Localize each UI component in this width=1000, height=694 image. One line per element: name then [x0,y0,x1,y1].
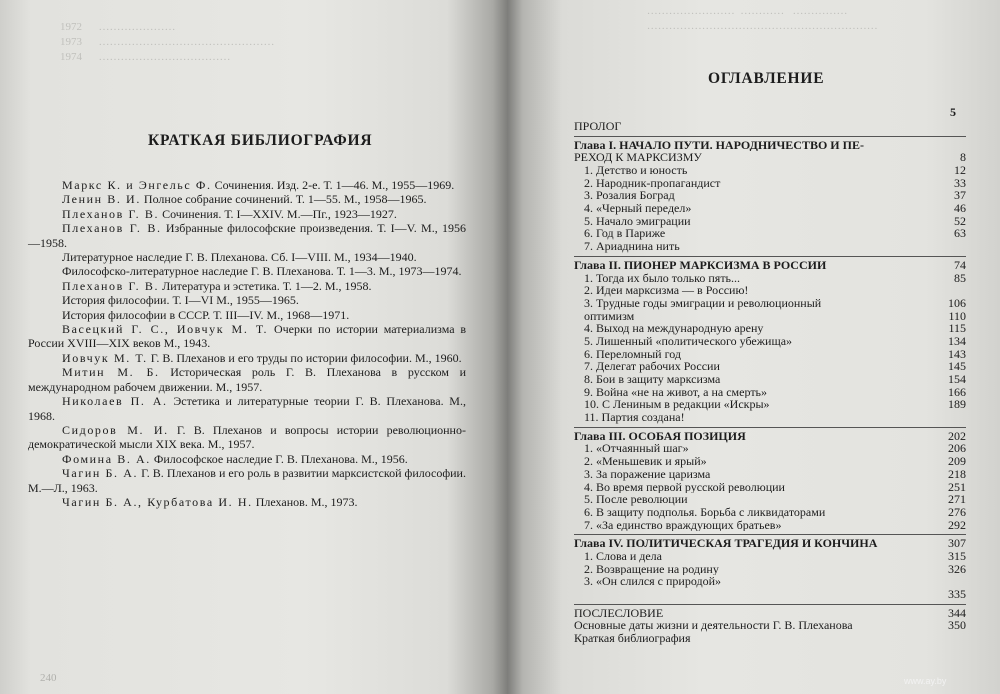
divider [574,534,966,535]
toc-chapter-row [574,430,966,443]
toc-entry-title: Основные даты жизни и деятельности Г. В. Плеханова [574,619,853,633]
bibliography-author: Сидоров М. И. [62,422,169,437]
toc-section-row [574,550,966,563]
bibliography-author: Васецкий Г. С., Иовчук М. Т. [62,322,269,337]
toc-section-row [574,575,966,588]
toc-entry-title: 6. Переломный год [584,347,681,361]
toc-entry-title: 1. «Отчаянный шаг» [584,442,689,456]
bibliography-entry [28,452,466,466]
toc-entry-title: 3. «Он слился с природой» [584,575,722,589]
bibliography-entry [28,221,466,250]
show-through-text: …………………… ………… …………… ……………………………………………………… [646,5,878,32]
toc-section-row [574,272,966,285]
bibliography-author: Чагин Б. А. [62,466,139,481]
toc-entry-title: Краткая библиография [574,632,691,645]
toc-page-number: 166 [948,384,966,399]
toc-section-row [574,481,966,494]
toc-page-number: 315 [948,548,966,563]
contents-title: ОГЛАВЛЕНИЕ [708,70,825,87]
toc-row [574,607,966,620]
toc-entry-title: 5. Лишенный «политического убежища» [584,334,793,348]
toc-section-row [574,493,966,506]
bibliography-author: Чагин Б. А., Курбатова И. Н. [62,494,253,509]
bibliography-text: Историческая роль Г. В. Плеханова в русском и международном рабочем движении. М., 1957. [28,365,466,394]
toc-page-number: 46 [954,201,966,216]
toc-entry-title: 7. Делегат рабочих России [584,360,720,374]
bibliography-entry [28,279,466,293]
bibliography-author: Фомина В. А. [62,451,151,466]
toc-page-number: 63 [954,226,966,241]
toc-page-number: 335 [948,587,966,602]
toc-entry-title: Глава II. ПИОНЕР МАРКСИЗМА В РОССИИ [574,258,827,272]
toc-section-row [574,386,966,399]
toc-page-number: 12 [954,163,966,178]
toc-section-row [574,348,966,361]
toc-entry-title: 9. Война «не на живот, а на смерть» [584,385,768,399]
bibliography-entry [28,293,466,307]
toc-entry-title: 6. Год в Париже [584,227,666,241]
table-of-contents [574,120,966,645]
bibliography-text: Сочинения. Изд. 2-е. Т. 1—46. М., 1955—1969. [211,178,455,192]
toc-entry-title: 7. Ариаднина нить [584,240,680,253]
bibliography-text: Г. В. Плеханов и его труды по истории философии. М., 1960. [147,350,462,365]
toc-chapter-row [574,259,966,272]
toc-entry-title: оптимизм [584,309,635,323]
toc-section-row [574,468,966,481]
toc-page-number: 206 [948,441,966,456]
bibliography-entry [28,394,466,423]
bibliography-entry [28,178,466,192]
toc-section-row [574,228,966,241]
bibliography-text: Сочинения. Т. I—XXIV. М.—Пг., 1923—1927. [159,206,397,221]
bibliography-entry [28,351,466,365]
bibliography-author: Митин М. Б. [62,365,160,380]
toc-page-number: 143 [948,346,966,361]
bibliography-text: Литература и эстетика. Т. 1—2. М., 1958. [159,278,372,293]
toc-section-row [574,335,966,348]
bibliography-author: Плеханов Г. В. [62,206,160,221]
watermark: www.ay.by [904,676,947,686]
bibliography-text: Философско-литературное наследие Г. В. Плеханова. Т. 1—3. М., 1973—1974. [62,264,462,279]
toc-entry-title: 8. Бои в защиту марксизма [584,373,721,386]
bibliography-entry [28,264,466,278]
toc-entry-title: 7. «За единство враждующих братьев» [584,518,782,532]
divider [574,427,966,428]
toc-section-row [574,373,966,386]
page-number: 240 [40,672,57,684]
bibliography-entry [28,365,466,394]
toc-page-number: 110 [948,308,966,323]
bibliography-entry [28,192,466,206]
toc-page-number: 154 [948,372,966,387]
bibliography-entry [28,495,466,509]
toc-section-row [574,519,966,532]
bibliography-author: Маркс К. и Энгельс Ф. [62,178,212,192]
toc-page-number: 134 [948,333,966,348]
toc-page-number: 307 [948,536,966,551]
toc-page-number: 276 [948,504,966,519]
toc-section-row [574,240,966,253]
bibliography-text: Литературное наследие Г. В. Плеханова. Сб. I—VIII. М., 1934—1940. [62,250,417,265]
bibliography-text: Философское наследие Г. В. Плеханова. М., 1956. [150,451,408,466]
toc-section-row [574,284,966,297]
toc-page-number: 218 [948,466,966,481]
bibliography-entry [28,250,466,264]
bibliography-entry [28,423,466,452]
toc-page-number: 350 [948,618,966,633]
toc-page-number: 33 [954,175,966,190]
toc-chapter-row [574,151,966,164]
bibliography-text: Полное собрание сочинений. Т. 1—55. М., 1958—1965. [140,192,427,207]
toc-page-number: 271 [948,492,966,507]
toc-row [574,619,966,632]
divider [574,136,966,137]
toc-entry-title: 3. За поражение царизма [584,467,711,481]
toc-entry-title: 4. Во время первой русской революции [584,480,785,494]
toc-page-number: 251 [948,479,966,494]
toc-page-number: 115 [948,321,966,336]
toc-section-row [574,310,966,323]
toc-section-row [574,215,966,228]
toc-entry-title: Глава IV. ПОЛИТИЧЕСКАЯ ТРАГЕДИЯ И КОНЧИНА [574,537,878,550]
toc-page-number: 189 [948,397,966,412]
toc-section-row [574,563,966,576]
toc-page-number: 326 [948,561,966,576]
toc-row [574,588,966,601]
toc-entry-title: 5. После революции [584,493,688,506]
toc-section-row [574,455,966,468]
bibliography-text: Избранные философские произведения. Т. I—V. М., 1956—1958. [28,221,466,250]
bibliography-author: Плеханов Г. В. [62,278,160,293]
bibliography-text: История философии в СССР. Т. III—IV. М., 1968—1971. [62,307,350,322]
toc-section-row [574,297,966,310]
toc-section-row [574,164,966,177]
toc-page-number: 106 [948,295,966,310]
toc-entry-title: Глава I. НАЧАЛО ПУТИ. НАРОДНИЧЕСТВО И ПЕ- [574,138,864,152]
toc-entry-title: 2. Народник-пропагандист [584,176,721,190]
toc-section-row [574,322,966,335]
toc-page-number: 8 [960,150,966,165]
toc-row [574,632,966,645]
toc-section-row [574,177,966,190]
bibliography-author: Плеханов Г. В. [62,221,162,236]
toc-chapter-row [574,139,966,152]
toc-entry-title: 5. Начало эмиграции [584,214,691,228]
toc-entry-title: ПРОЛОГ [574,119,622,133]
toc-section-row [574,189,966,202]
toc-entry-title: 2. Идеи марксизма — в Россию! [584,284,749,297]
toc-entry-title: 4. «Черный передел» [584,202,692,215]
toc-entry-title: ПОСЛЕСЛОВИЕ [574,606,664,620]
bibliography-text: Эстетика и литературные теории Г. В. Плеханова. М., 1968. [28,394,466,423]
toc-chapter-row [574,537,966,550]
toc-entry-title: 1. Тогда их было только пять... [584,271,741,285]
toc-page-number: 209 [948,454,966,469]
toc-entry-title: 6. В защиту подполья. Борьба с ликвидаторами [584,505,826,519]
toc-page-number: 74 [954,257,966,272]
bibliography-title: КРАТКАЯ БИБЛИОГРАФИЯ [148,132,373,149]
toc-section-row [574,398,966,411]
bibliography-text: История философии. Т. I—VI М., 1955—1965. [62,293,299,308]
toc-section-row [574,360,966,373]
bibliography-text: Очерки по истории материализма в России XVIII—XIX веков М., 1943. [28,322,466,351]
bibliography-author: Ленин В. И. [62,192,141,207]
divider [574,256,966,257]
toc-entry-title: 3. Розалия Боград [584,189,675,203]
bibliography-text: Г. В. Плеханов и его роль в развитии марксистской философии. М.—Л., 1963. [28,466,466,495]
show-through-text: 1972 ………………… 1973 ………………………………………… 1974 ……………………………… [60,21,275,63]
toc-page-number: 145 [948,359,966,374]
toc-page-number: 292 [948,517,966,532]
toc-section-row [574,202,966,215]
toc-entry-title: 1. Детство и юность [584,164,688,177]
toc-page-number: 202 [948,428,966,443]
toc-section-row [574,411,966,424]
toc-entry-title: 4. Выход на международную арену [584,322,764,335]
bibliography-text: Плеханов. М., 1973. [252,494,358,509]
toc-entry-title: Глава III. ОСОБАЯ ПОЗИЦИЯ [574,429,746,443]
toc-page-number: 52 [954,213,966,228]
bibliography-author: Николаев П. А. [62,394,168,409]
toc-entry-title: 2. «Меньшевик и ярый» [584,455,707,468]
toc-entry-title: 10. С Лениным в редакции «Искры» [584,398,770,412]
toc-page-number: 85 [954,270,966,285]
bibliography-entry [28,207,466,221]
bibliography-entry [28,466,466,495]
toc-section-row [574,506,966,519]
bibliography-entry [28,308,466,322]
toc-page-number: 37 [954,188,966,203]
contents-first-page-number: 5 [950,105,956,119]
toc-section-row [574,443,966,456]
toc-page-number: 344 [948,605,966,620]
toc-entry-title: 3. Трудные годы эмиграции и революционный [584,296,822,310]
toc-entry-title: 1. Слова и дела [584,549,662,563]
toc-entry-title: РЕХОД К МАРКСИЗМУ [574,151,702,165]
toc-entry-title: 11. Партия создана! [584,411,685,424]
bibliography-author: Иовчук М. Т. [62,350,148,365]
bibliography-list [28,178,466,509]
bibliography-entry [28,322,466,351]
bibliography-text: Г. В. Плеханов и вопросы истории революционно-демократической мысли XIX века. М., 1957. [28,422,466,452]
toc-entry-title: 2. Возвращение на родину [584,562,719,576]
toc-row [574,120,966,133]
divider [574,604,966,605]
